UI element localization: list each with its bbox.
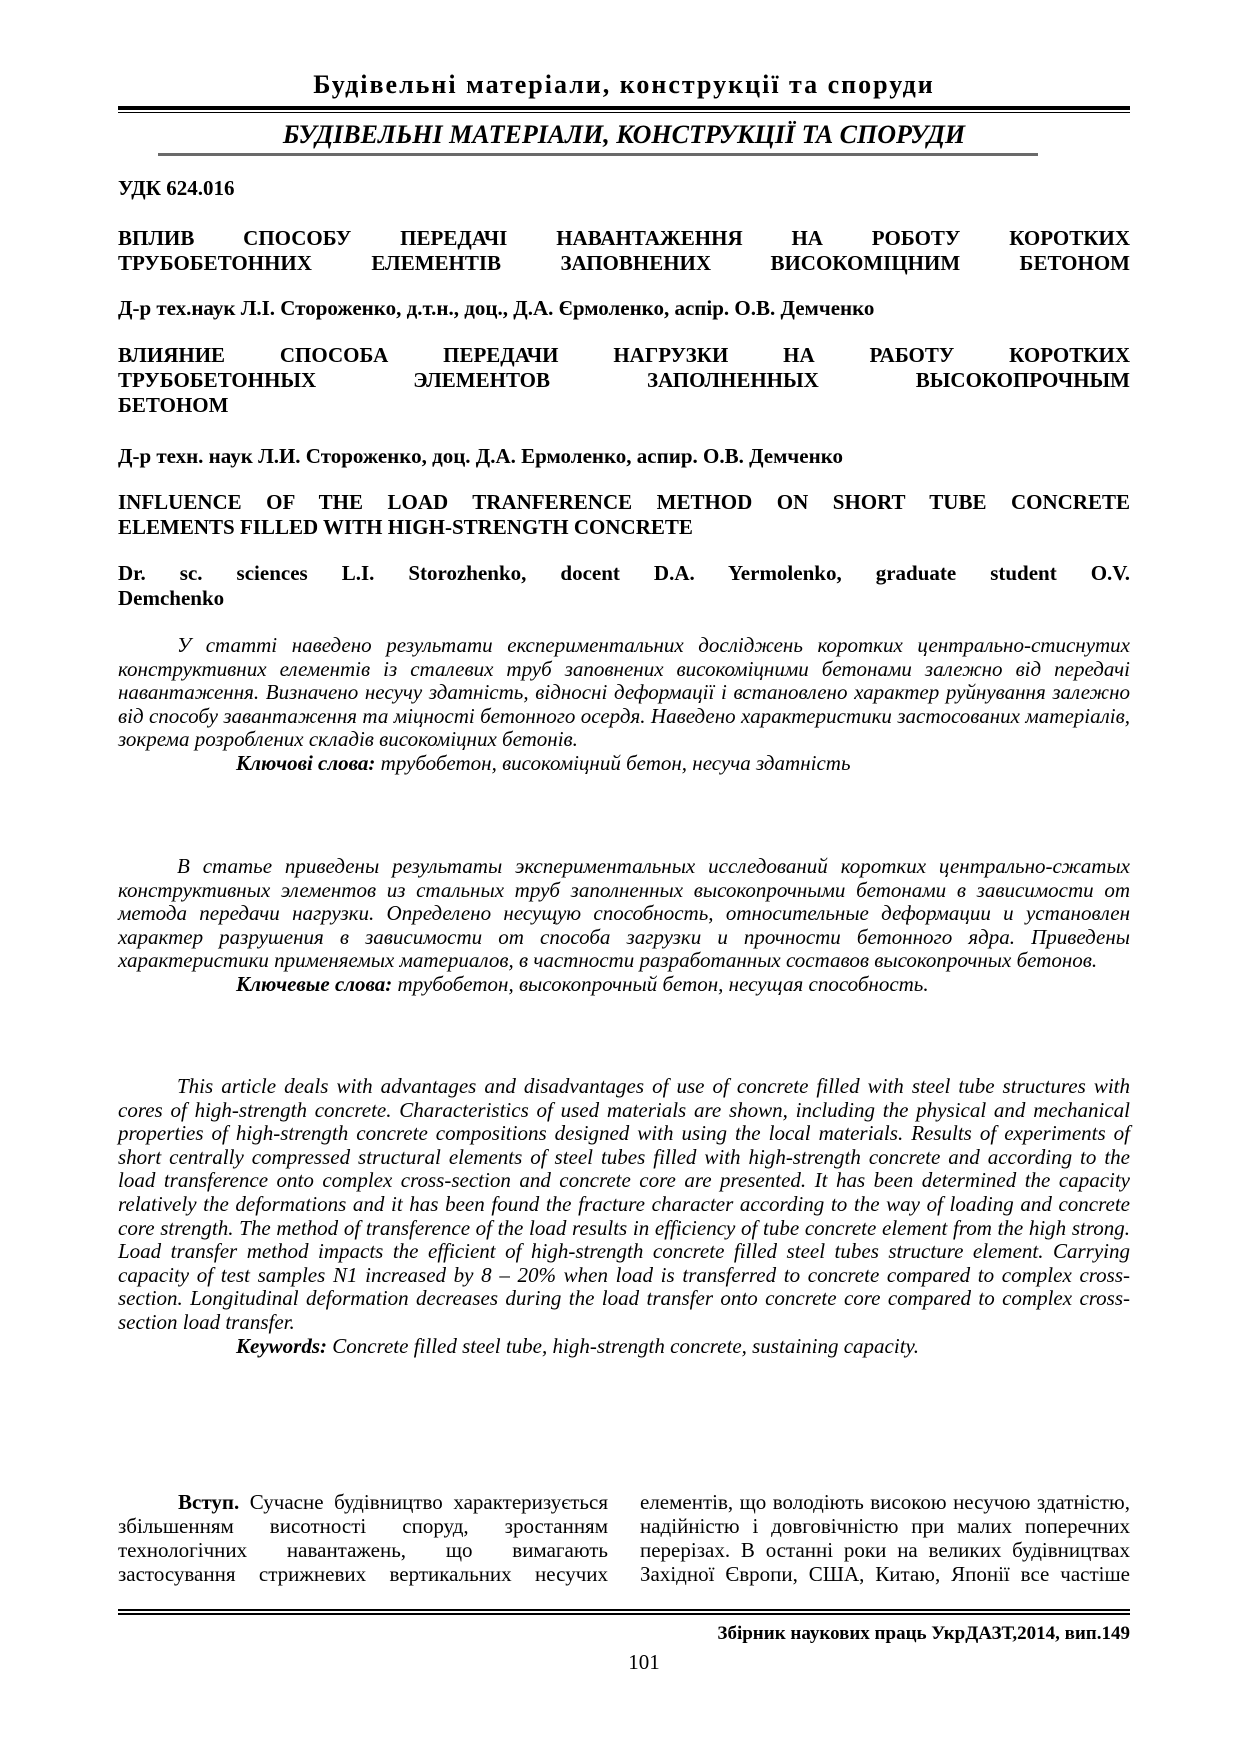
authors-en bbox=[118, 561, 1130, 611]
running-header: Будівельні матеріали, конструкції та споруди bbox=[313, 70, 935, 99]
abstract-ua-text: У статті наведено результати експериментальних досліджень коротких центрально-стиснутих конструктивних елементів із сталевих труб заповнених високоміцними бетонами залежно від передачі навантаження. Визначено несучу здатність, відносні деформації і встановлено характер руйнування залежно від способу завантаження та міцності бетонного осердя. Наведено характеристики застосованих матеріалів, зокрема розроблених складів високоміцних бетонів. bbox=[118, 633, 1130, 752]
keywords-ru-label: Ключевые слова: bbox=[236, 971, 393, 996]
authors-en-line-2: Demchenko bbox=[118, 586, 225, 610]
title-ru-line-2: ТРУБОБЕТОННЫХ ЭЛЕМЕНТОВ ЗАПОЛНЕННЫХ ВЫСОКОПРОЧНЫМ bbox=[118, 368, 1130, 392]
keywords-en-label: Keywords: bbox=[236, 1333, 327, 1358]
title-ru-line-3: БЕТОНОМ bbox=[118, 393, 229, 417]
keywords-ua-text: трубобетон, високоміцний бетон, несуча здатність bbox=[375, 750, 851, 775]
keywords-ru bbox=[118, 973, 1130, 997]
title-en-line-1: INFLUENCE OF THE LOAD TRANFERENCE METHOD ON SHORT TUBE CONCRETE bbox=[118, 490, 1130, 514]
authors-ua: Д-р тех.наук Л.І. Стороженко, д.т.н., доц., Д.А. Єрмоленко, аспір. О.В. Демченко bbox=[118, 296, 875, 320]
paper-page bbox=[118, 0, 1130, 1754]
section-title-underline bbox=[158, 153, 1038, 156]
abstract-en bbox=[118, 1075, 1130, 1358]
udc-code: УДК 624.016 bbox=[118, 176, 235, 200]
keywords-ua-label: Ключові слова: bbox=[236, 750, 376, 775]
title-ru bbox=[118, 343, 1130, 418]
intro-right-column bbox=[640, 1490, 1130, 1586]
title-ua-line-1: ВПЛИВ СПОСОБУ ПЕРЕДАЧІ НАВАНТАЖЕННЯ НА РОБОТУ КОРОТКИХ bbox=[118, 226, 1130, 250]
intro-left-text: Сучасне будівництво характеризується збільшенням висотності споруд, зростанням технологічних навантажень, що вимагають застосування стрижневих вертикальних несучих bbox=[118, 1490, 608, 1586]
abstract-ru bbox=[118, 855, 1130, 997]
intro-label: Вступ. bbox=[178, 1490, 240, 1514]
page-number: 101 bbox=[628, 1650, 660, 1674]
keywords-en bbox=[118, 1335, 1130, 1359]
keywords-ru-text: трубобетон, высокопрочный бетон, несущая способность. bbox=[392, 971, 929, 996]
title-ua bbox=[118, 226, 1130, 276]
title-en-line-2: ELEMENTS FILLED WITH HIGH-STRENGTH CONCRETE bbox=[118, 515, 693, 539]
header-rule-thick bbox=[118, 106, 1130, 110]
keywords-ua bbox=[118, 752, 1130, 776]
title-ru-line-1: ВЛИЯНИЕ СПОСОБА ПЕРЕДАЧИ НАГРУЗКИ НА РАБОТУ КОРОТКИХ bbox=[118, 343, 1130, 367]
footer-rule-1 bbox=[118, 1609, 1130, 1611]
header-rule-thin bbox=[118, 112, 1130, 113]
footer-rule-2 bbox=[118, 1613, 1130, 1615]
title-ua-line-2: ТРУБОБЕТОННИХ ЕЛЕМЕНТІВ ЗАПОВНЕНИХ ВИСОКОМІЦНИМ БЕТОНОМ bbox=[118, 251, 1130, 275]
keywords-en-text: Concrete filled steel tube, high-strength concrete, sustaining capacity. bbox=[327, 1333, 919, 1358]
authors-en-line-1: Dr. sc. sciences L.I. Storozhenko, docent D.A. Yermolenko, graduate student O.V. bbox=[118, 561, 1130, 585]
intro-paragraph bbox=[118, 1490, 608, 1586]
intro-left-column bbox=[118, 1490, 608, 1586]
abstract-en-text: This article deals with advantages and disadvantages of use of concrete filled with steel tube structures with cores of high-strength concrete. Characteristics of used materials are shown, including the physical and mechanical properties of high-strength concrete compositions designed with using the local materials. Results of experiments of short centrally compressed structural elements of steel tubes filled with high-strength concrete and according to the load transference onto complex cross-section and concrete core are presented. It has been determined the capacity relatively the deformations and it has been found the fracture character according to the way of loading and concrete core strength. The method of transference of the load results in efficiency of tube concrete element from the high strong. Load transfer method impacts the efficient of high-strength concrete filled steel tubes structure element. Carrying capacity of test samples N1 increased by 8 – 20% when load is transferred to concrete compared to complex cross-section. Longitudinal deformation decreases during the load transfer onto concrete core compared to complex cross-section load transfer. bbox=[118, 1074, 1130, 1334]
intro-right-text: елементів, що володіють високою несучою здатністю, надійністю і довговічністю при малих поперечних перерізах. В останні роки на великих будівництвах Західної Європи, США, Китаю, Японії все частіше bbox=[640, 1490, 1130, 1586]
journal-citation: Збірник наукових праць УкрДАЗТ,2014, вип.149 bbox=[717, 1623, 1130, 1644]
abstract-ua bbox=[118, 634, 1130, 776]
authors-ru: Д-р техн. наук Л.И. Стороженко, доц. Д.А. Ермоленко, аспир. О.В. Демченко bbox=[118, 444, 844, 468]
title-en bbox=[118, 490, 1130, 540]
abstract-ru-text: В статье приведены результаты экспериментальных исследований коротких центрально-сжатых конструктивных элементов из стальных труб заполненных высокопрочными бетонами в зависимости от метода передачи нагрузки. Определено несущую способность, относительные деформации и установлен характер разрушения в зависимости от способа загрузки и прочности бетонного ядра. Приведены характеристики применяемых материалов, в частности разработанных составов высокопрочных бетонов. bbox=[118, 854, 1130, 973]
section-title: БУДІВЕЛЬНІ МАТЕРІАЛИ, КОНСТРУКЦІЇ ТА СПОРУДИ bbox=[282, 120, 966, 149]
